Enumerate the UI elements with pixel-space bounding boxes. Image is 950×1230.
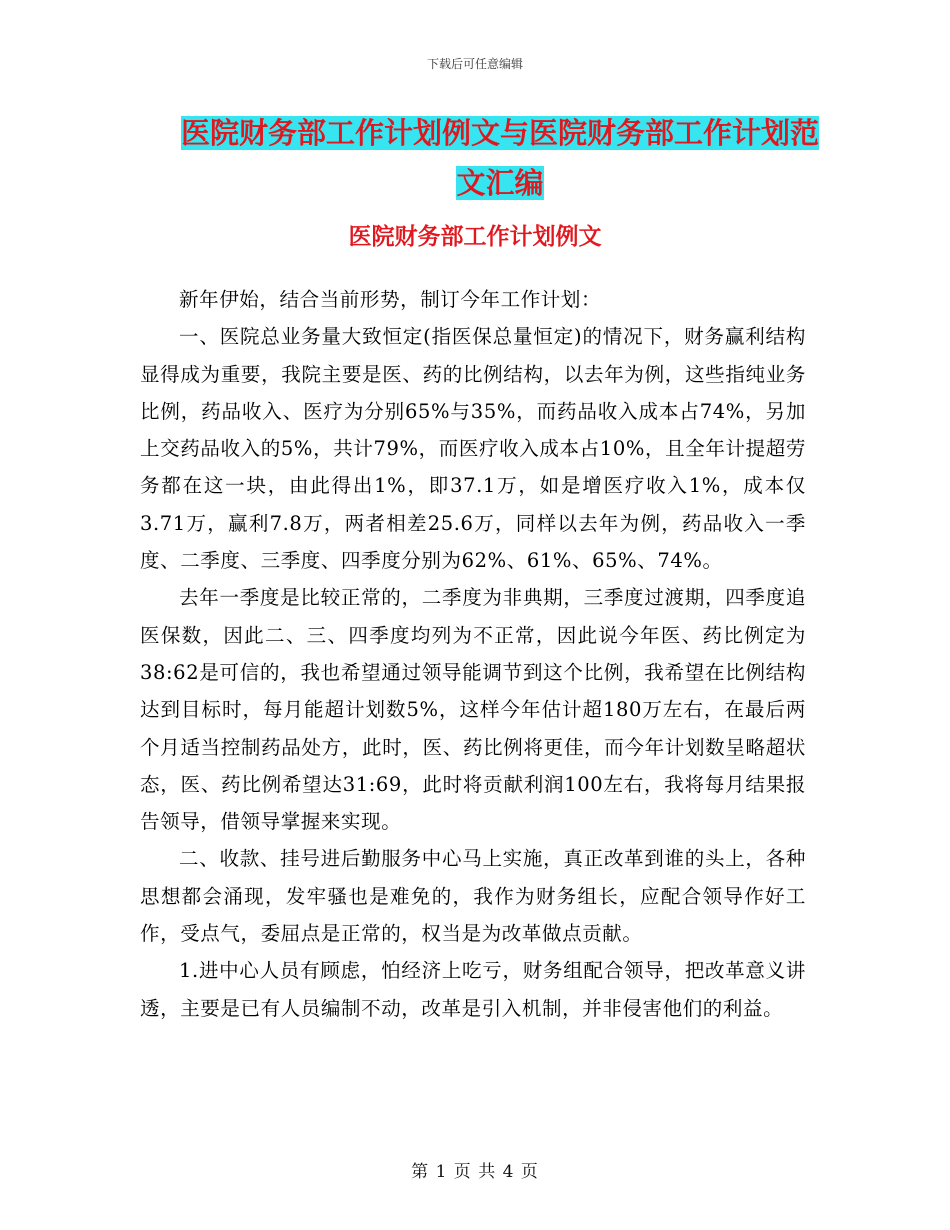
- page-footer: 第 1 页 共 4 页: [411, 1162, 539, 1182]
- paragraph: 二、收款、挂号进后勤服务中心马上实施，真正改革到谁的头上，各种思想都会涌现，发牢骚也是难免的，我作为财务组长，应配合领导作好工作，受点气，委屈点是正常的，权当是为改革做点贡献。: [140, 847, 806, 946]
- document-title: [180, 108, 820, 208]
- section-title: 医院财务部工作计划例文: [348, 223, 602, 250]
- document-body: [140, 281, 806, 1027]
- paragraph: 一、医院总业务量大致恒定(指医保总量恒定)的情况下，财务赢利结构显得成为重要，我院主要是医、药的比例结构，以去年为例，这些指纯业务比例，药品收入、医疗为分别65%与35%，而药品收入成本占74%，另加上交药品收入的5%，共计79%，而医疗收入成本占10%，且全年计提超劳务都在这一块，由此得出1%，即37.1万，如是增医疗收入1%，成本仅3.71万，赢利7.8万，两者相差25.6万，同样以去年为例，药品收入一季度、二季度、三季度、四季度分别为62%、61%、65%、74%。: [140, 325, 806, 573]
- document-title-text: 医院财务部工作计划例文与医院财务部工作计划范文汇编: [180, 116, 819, 200]
- header-note: 下载后可任意编辑: [426, 57, 523, 71]
- paragraph: 去年一季度是比较正常的，二季度为非典期，三季度过渡期，四季度追医保数，因此二、三、四季度均列为不正常，因此说今年医、药比例定为38:62是可信的，我也希望通过领导能调节到这个比例，我希望在比例结构达到目标时，每月能超计划数5%，这样今年估计超180万左右，在最后两个月适当控制药品处方，此时，医、药比例将更佳，而今年计划数呈略超状态，医、药比例希望达31:69，此时将贡献利润100左右，我将每月结果报告领导，借领导掌握来实现。: [140, 586, 806, 834]
- paragraph: 1.进中心人员有顾虑，怕经济上吃亏，财务组配合领导，把改革意义讲透，主要是已有人员编制不动，改革是引入机制，并非侵害他们的利益。: [140, 959, 806, 1020]
- paragraph: 新年伊始，结合当前形势，制订今年工作计划：: [179, 288, 602, 311]
